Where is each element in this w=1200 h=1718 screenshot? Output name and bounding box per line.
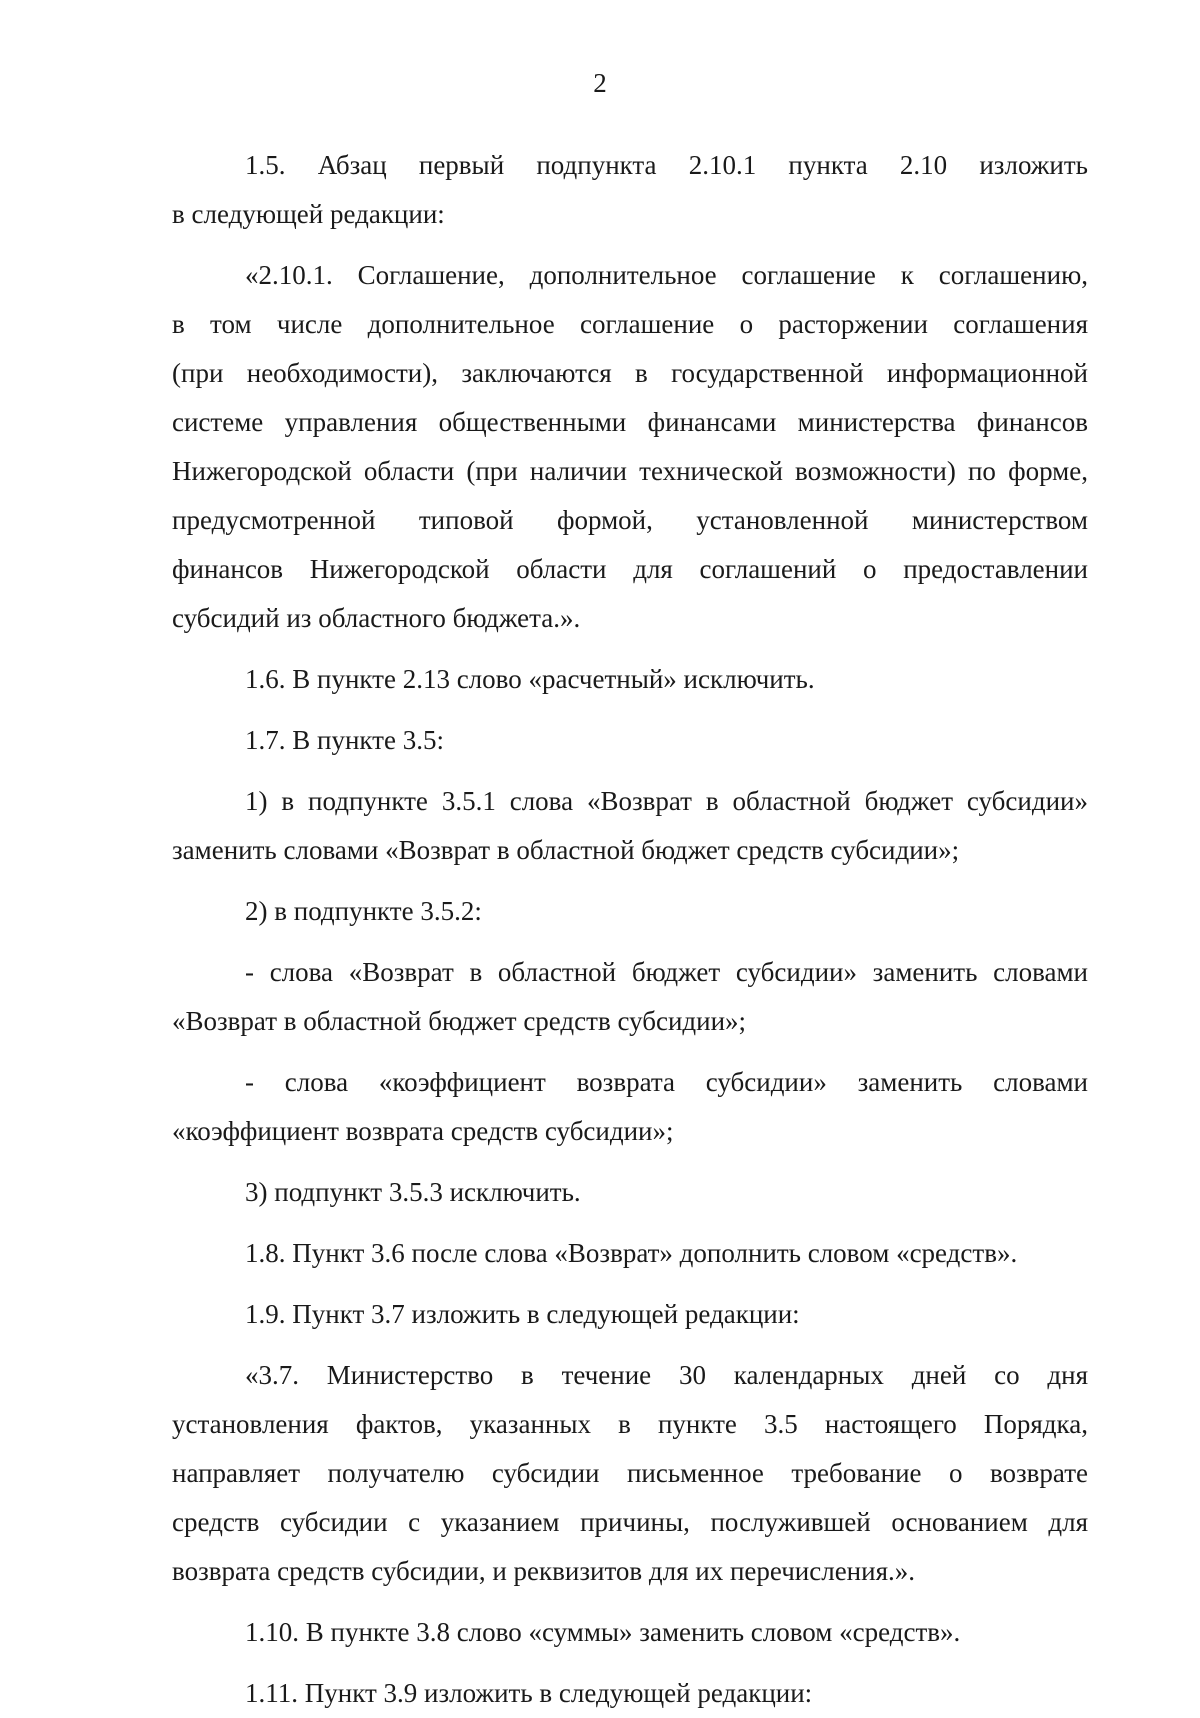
paragraph-3-7-line-1: «3.7. Министерство в течение 30 календарных дней со дня (245, 1360, 1088, 1390)
paragraph-3-5-1-line-2: заменить словами «Возврат в областной бюджет средств субсидии»; (172, 835, 960, 865)
paragraph-2-10-1-line-3: (при необходимости), заключаются в государственной информационной (172, 358, 1088, 388)
paragraph-1-7: 1.7. В пункте 3.5: (245, 725, 444, 755)
paragraph-1-9: 1.9. Пункт 3.7 изложить в следующей редакции: (245, 1299, 800, 1329)
paragraph-spacing (172, 1046, 1088, 1058)
bullet-2-line-1: - слова «коэффициент возврата субсидии» заменить словами (245, 1067, 1088, 1097)
paragraph-3-7-line-4: средств субсидии с указанием причины, послужившей основанием для (172, 1507, 1088, 1537)
paragraph-2-10-1-line-8: субсидий из областного бюджета.». (172, 603, 581, 633)
paragraph-spacing (172, 936, 1088, 948)
paragraph-spacing (172, 875, 1088, 887)
paragraph-spacing (172, 1339, 1088, 1351)
paragraph-1-11: 1.11. Пункт 3.9 изложить в следующей редакции: (245, 1678, 813, 1708)
paragraph-2-10-1-line-2: в том числе дополнительное соглашение о расторжении соглашения (172, 309, 1088, 339)
paragraph-2-10-1-line-5: Нижегородской области (при наличии технической возможности) по форме, (172, 456, 1088, 486)
paragraph-3-5-1-line-1: 1) в подпункте 3.5.1 слова «Возврат в областной бюджет субсидии» (245, 786, 1088, 816)
paragraph-2-10-1-line-4: системе управления общественными финансами министерства финансов (172, 407, 1088, 437)
paragraph-spacing (172, 643, 1088, 655)
paragraph-3-7-line-3: направляет получателю субсидии письменное требование о возврате (172, 1458, 1088, 1488)
page-number: 2 (593, 68, 607, 98)
bullet-1-line-2: «Возврат в областной бюджет средств субсидии»; (172, 1006, 747, 1036)
paragraph-spacing (172, 1657, 1088, 1669)
paragraph-2-10-1-line-6: предусмотренной типовой формой, установленной министерством (172, 505, 1088, 535)
paragraph-3-5-2: 2) в подпункте 3.5.2: (245, 896, 482, 926)
paragraph-spacing (172, 1596, 1088, 1608)
paragraph-1-8: 1.8. Пункт 3.6 после слова «Возврат» дополнить словом «средств». (245, 1238, 1018, 1268)
paragraph-spacing (172, 1217, 1088, 1229)
bullet-2-line-2: «коэффициент возврата средств субсидии»; (172, 1116, 674, 1146)
paragraph-1-10: 1.10. В пункте 3.8 слово «суммы» заменить словом «средств». (245, 1617, 961, 1647)
paragraph-2-10-1-line-7: финансов Нижегородской области для соглашений о предоставлении (172, 554, 1088, 584)
paragraph-spacing (172, 239, 1088, 251)
paragraph-1-5-line-1: 1.5. Абзац первый подпункта 2.10.1 пункта 2.10 изложить (245, 150, 1088, 180)
paragraph-3-5-3: 3) подпункт 3.5.3 исключить. (245, 1177, 581, 1207)
document-body (172, 141, 1088, 1718)
paragraph-2-10-1-line-1: «2.10.1. Соглашение, дополнительное соглашение к соглашению, (245, 260, 1088, 290)
paragraph-3-7-line-5: возврата средств субсидии, и реквизитов для их перечисления.». (172, 1556, 916, 1586)
paragraph-spacing (172, 1278, 1088, 1290)
paragraph-spacing (172, 1156, 1088, 1168)
paragraph-spacing (172, 765, 1088, 777)
bullet-1-line-1: - слова «Возврат в областной бюджет субсидии» заменить словами (245, 957, 1088, 987)
paragraph-1-5-line-2: в следующей редакции: (172, 199, 445, 229)
paragraph-3-7-line-2: установления фактов, указанных в пункте 3.5 настоящего Порядка, (172, 1409, 1088, 1439)
paragraph-spacing (172, 704, 1088, 716)
paragraph-1-6: 1.6. В пункте 2.13 слово «расчетный» исключить. (245, 664, 815, 694)
